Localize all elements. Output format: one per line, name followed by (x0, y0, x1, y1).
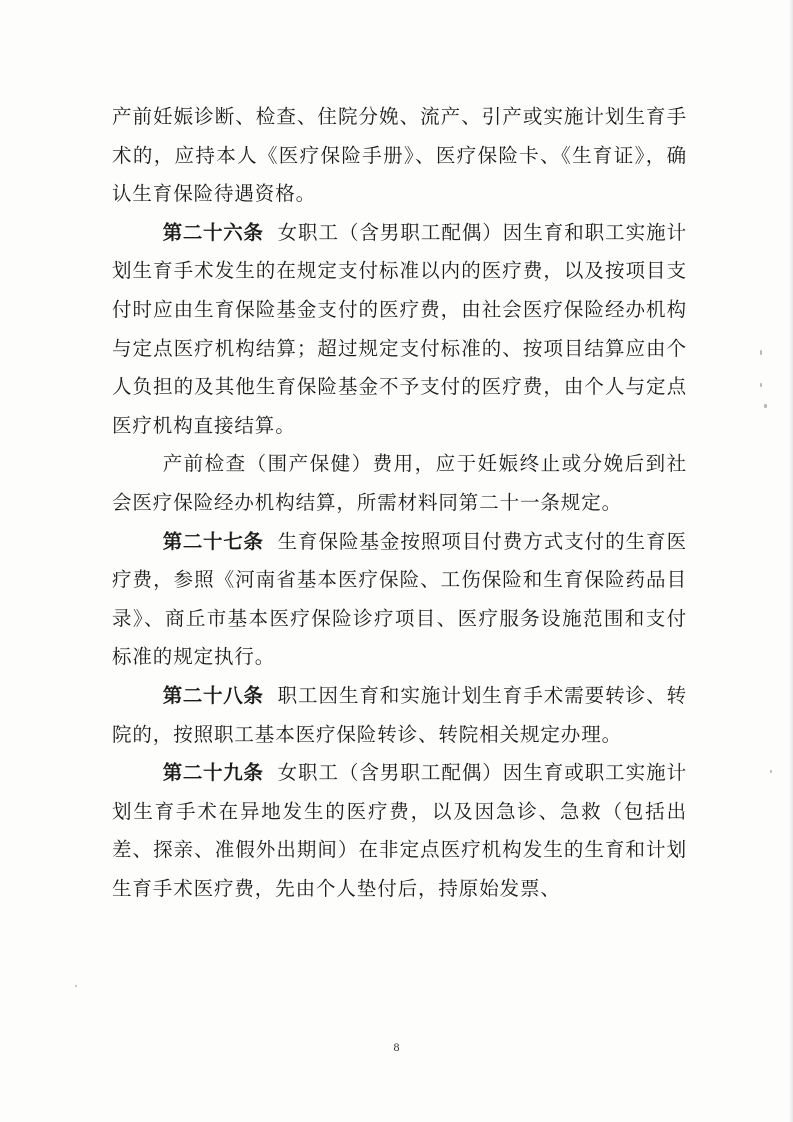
paragraph-article-28 (112, 677, 687, 754)
scan-speck (760, 383, 762, 387)
article-number: 第二十六条 (162, 220, 264, 244)
page-number: 8 (393, 1040, 400, 1054)
paragraph-article-26 (112, 214, 687, 446)
paragraph-text: 生育保险基金按照项目付费方式支付的生育医疗费，参照《河南省基本医疗保险、工伤保险和生育保险药品目录》、商丘市基本医疗保险诊疗项目、医疗服务设施范围和支付标准的规定执行。 (112, 529, 687, 669)
paragraph-prenatal-check (112, 445, 687, 522)
paragraph-text: 女职工（含男职工配偶）因生育和职工实施计划生育手术发生的在规定支付标准以内的医疗费，以及按项目支付时应由生育保险基金支付的医疗费，由社会医疗保险经办机构与定点医疗机构结算；超过规定支付标准的、按项目结算应由个人负担的及其他生育保险基金不予支付的医疗费，由个人与定点医疗机构直接结算。 (112, 220, 687, 437)
paragraph-article-29 (112, 754, 687, 908)
paragraph-article-27 (112, 523, 687, 677)
article-number: 第二十八条 (162, 683, 264, 707)
document-body (112, 98, 687, 908)
paragraph-text: 女职工（含男职工配偶）因生育或职工实施计划生育手术在异地发生的医疗费，以及因急诊、急救（包括出差、探亲、准假外出期间）在非定点医疗机构发生的生育和计划生育手术医疗费，先由个人垫付后，持原始发票、 (112, 761, 687, 900)
paragraph-continuation (112, 98, 687, 214)
paragraph-text: 职工因生育和实施计划生育手术需要转诊、转院的，按照职工基本医疗保险转诊、转院相关规定办理。 (112, 683, 687, 746)
article-number: 第二十九条 (162, 761, 264, 785)
scan-speck (764, 404, 767, 408)
scan-speck (770, 770, 772, 773)
scan-speck (75, 985, 77, 987)
paragraph-text: 产前妊娠诊断、检查、住院分娩、流产、引产或实施计划生育手术的，应持本人《医疗保险手册》、医疗保险卡、《生育证》，确认生育保险待遇资格。 (112, 105, 687, 206)
scan-edge-shadow (789, 0, 793, 1122)
paragraph-text: 产前检查（围产保健）费用，应于妊娠终止或分娩后到社会医疗保险经办机构结算，所需材料同第二十一条规定。 (112, 452, 687, 514)
scan-speck (760, 350, 762, 355)
article-number: 第二十七条 (162, 529, 264, 553)
